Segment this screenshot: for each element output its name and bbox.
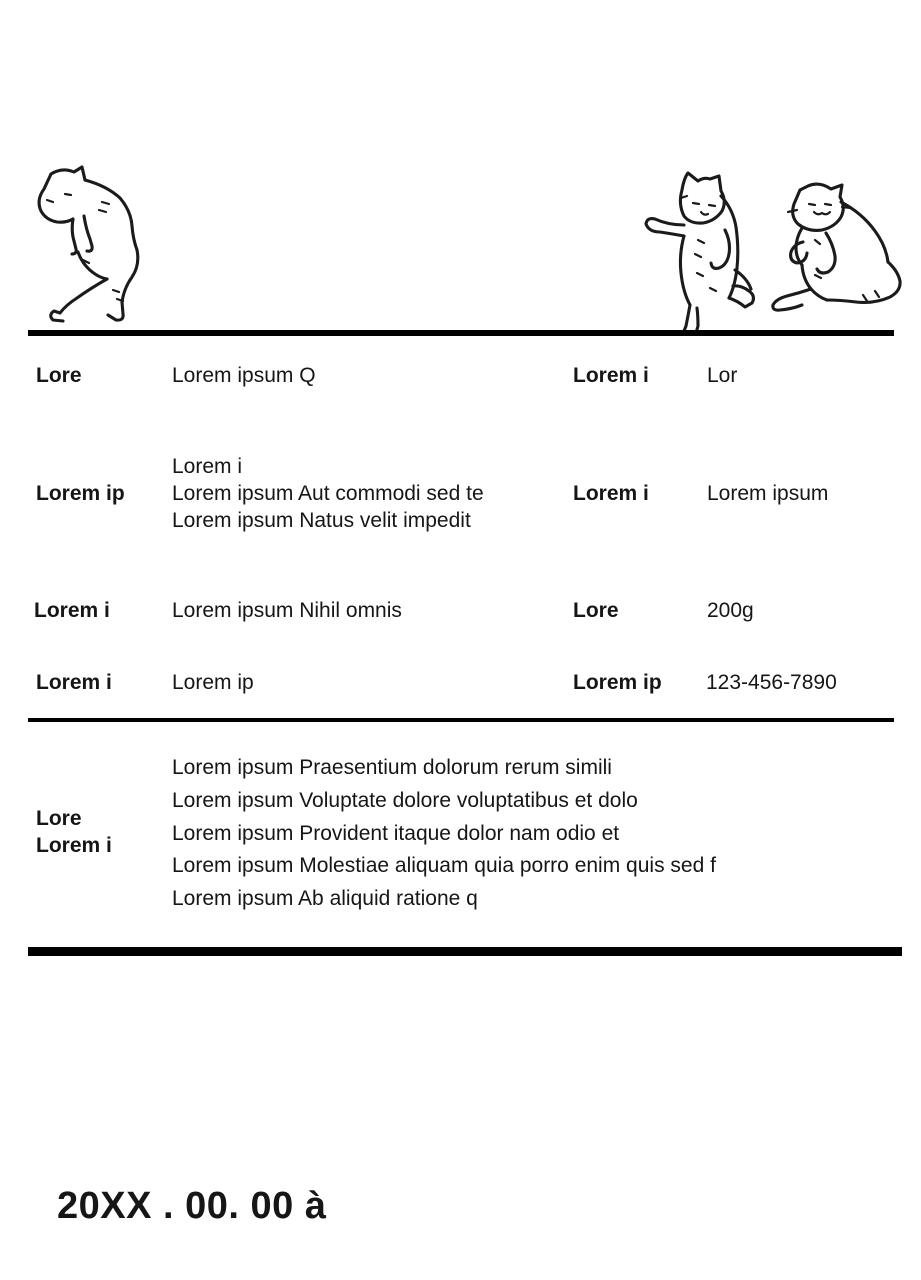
info-value: Lorem ip (172, 671, 254, 694)
info-label: Lore (36, 364, 82, 387)
info-value: Lor (707, 364, 738, 387)
info-value-multiline (172, 453, 484, 534)
info-value-line: Lorem ipsum Aut commodi sed te (172, 482, 484, 505)
info-value: 123-456-7890 (706, 671, 837, 694)
info-value: Lorem ipsum (707, 482, 829, 505)
info-label: Lorem i (573, 482, 649, 505)
notes-label-line: Lorem i (36, 833, 112, 857)
top-divider (28, 330, 894, 336)
bottom-divider (28, 947, 902, 956)
info-label: Lorem i (36, 671, 112, 694)
notes-value-line: Lorem ipsum Praesentium dolorum rerum simili (172, 756, 612, 779)
info-label: Lorem i (34, 599, 110, 622)
notes-value-line: Lorem ipsum Provident itaque dolor nam odio et (172, 821, 620, 845)
info-label: Lorem ip (573, 671, 662, 694)
info-value-line: Lorem ipsum Natus velit impedit (172, 509, 471, 532)
info-label: Lore (573, 599, 619, 622)
info-value-line: Lorem i (172, 455, 243, 478)
notes-value (172, 752, 716, 916)
notes-value-line: Lorem ipsum Molestiae aliquam quia porro enim quis sed f (172, 854, 716, 878)
info-value: 200g (707, 599, 754, 622)
dancing-cats-icon (636, 165, 916, 330)
notes-value-line: Lorem ipsum Voluptate dolore voluptatibus et dolo (172, 788, 638, 812)
footer-date: 20XX . 00. 00 à (57, 1185, 327, 1227)
dancing-cat-icon (646, 173, 753, 330)
info-value: Lorem ipsum Nihil omnis (172, 599, 402, 622)
sitting-cat-icon (773, 184, 900, 310)
info-value: Lorem ipsum Q (172, 364, 316, 387)
notes-label (36, 806, 112, 859)
walking-cat-icon (25, 164, 155, 328)
middle-divider (28, 718, 894, 722)
notes-value-line: Lorem ipsum Ab aliquid ratione q (172, 887, 478, 910)
info-label: Lorem ip (36, 482, 125, 505)
notes-label-line: Lore (36, 807, 82, 830)
info-label: Lorem i (573, 364, 649, 387)
